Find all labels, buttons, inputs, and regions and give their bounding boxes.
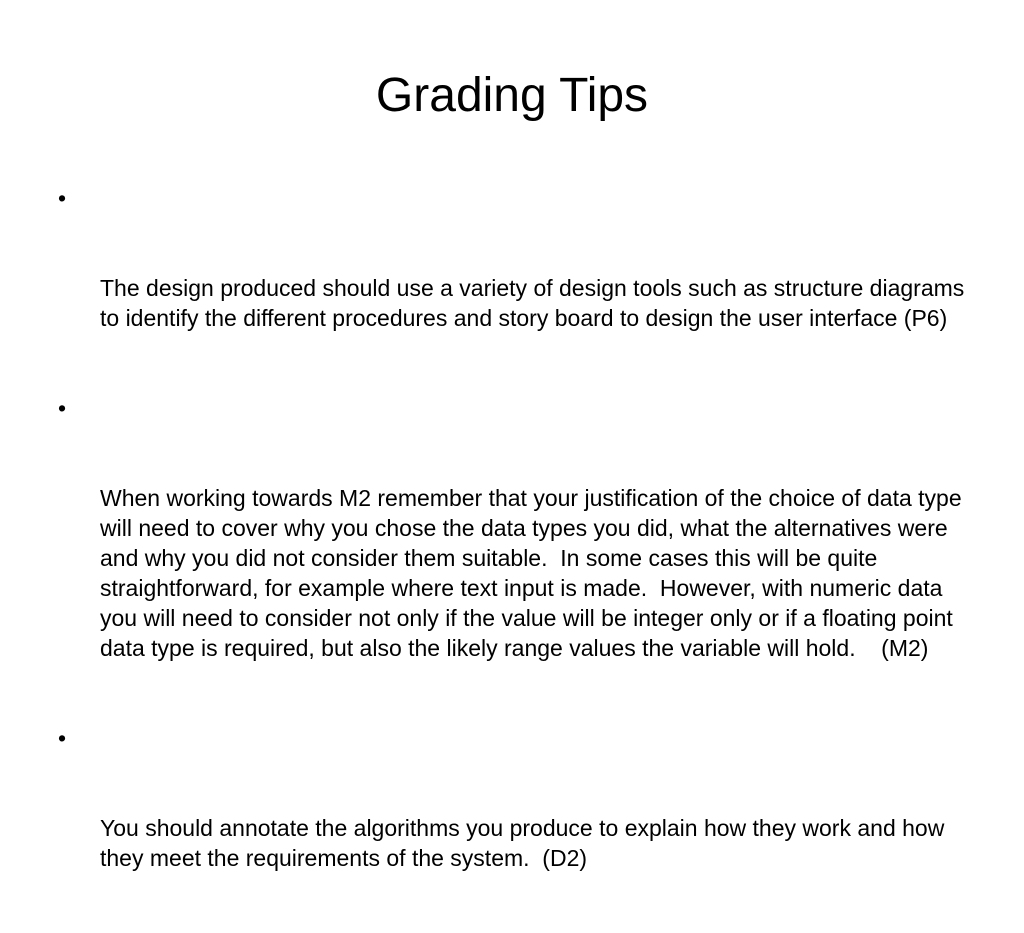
slide-title: Grading Tips: [375, 69, 649, 122]
bullet-item-1: [58, 183, 973, 393]
bullet-text-2: When working towards M2 remember that your justification of the choice of data type will need to cover why you chose the data types you did, what the alternatives were and why you did not consider them suitable. In some cases this will be quite straightforward, for example where text input is made. However, with numeric data you will need to consider not only if the value will be integer only or if a floating point data type is required, but also the likely range values the variable will hold. (M2): [100, 485, 969, 661]
bullet-icon: •: [58, 725, 67, 751]
bullet-icon: •: [58, 395, 67, 421]
bullet-item-2: [58, 393, 973, 723]
bullet-icon: •: [58, 185, 67, 211]
bullet-list: [58, 183, 973, 933]
bullet-text-1: The design produced should use a variety of design tools such as structure diagrams to identify the different procedures and story board to design the user interface (P6): [100, 275, 971, 331]
bullet-item-3: [58, 723, 973, 933]
bullet-text-3: You should annotate the algorithms you produce to explain how they work and how they meet the requirements of the system. (D2): [100, 815, 951, 871]
